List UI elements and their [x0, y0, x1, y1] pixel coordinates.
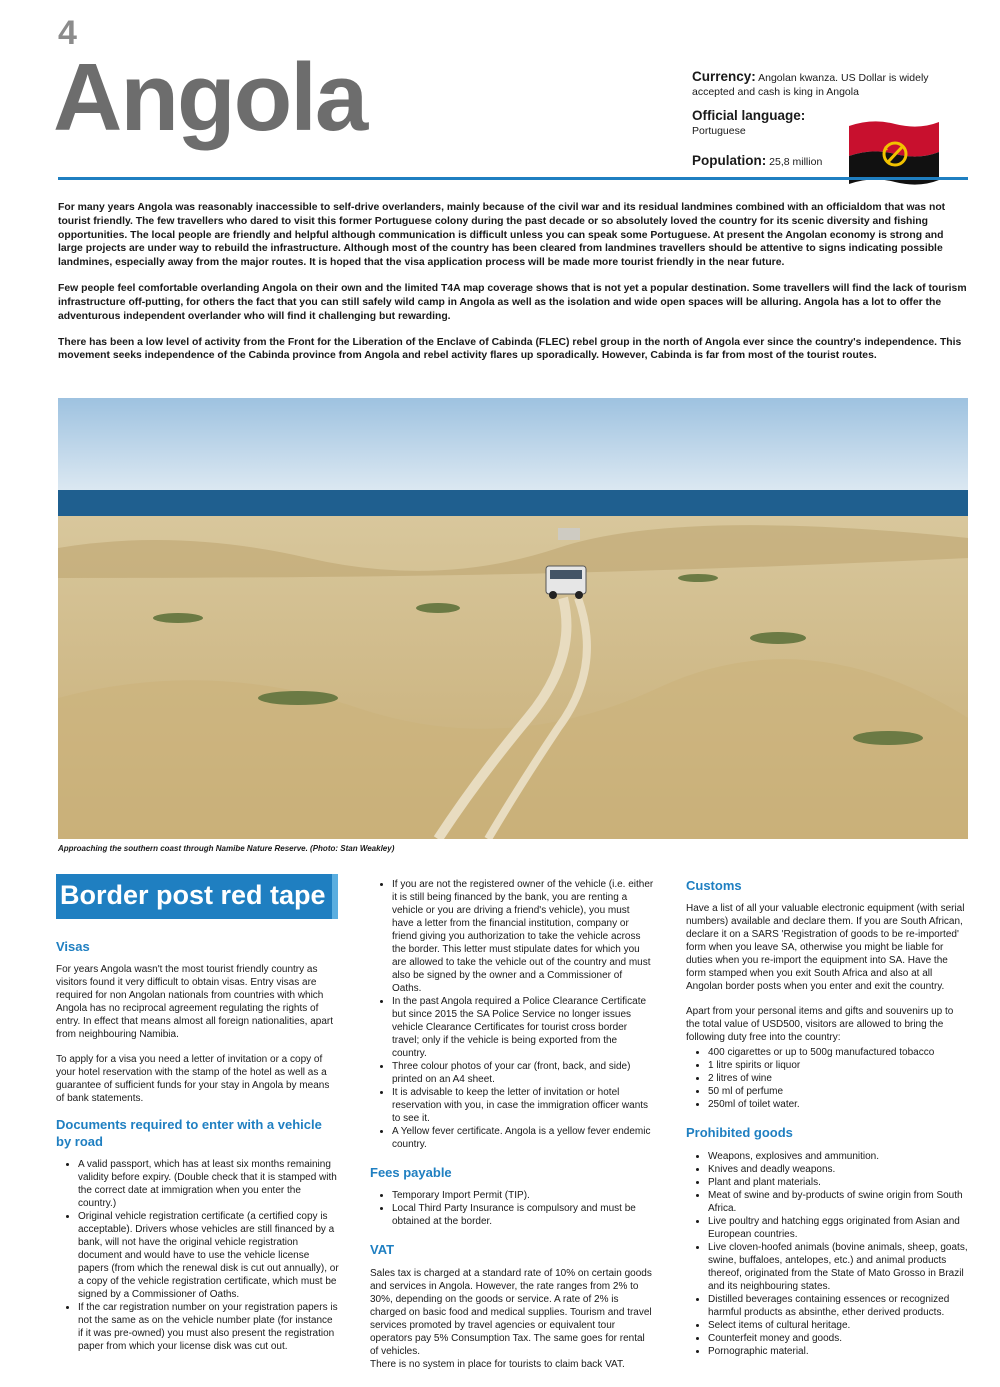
currency-value: Angolan kwanza. US Dollar is widely accepted and cash is king in Angola — [692, 72, 929, 98]
list-item: • Distilled beverages containing essences or recognized harmful products as absinthe, ether derived products. — [708, 1293, 970, 1319]
list-item: • Original vehicle registration certificate (a certified copy is acceptable). Drivers whose vehicles are still financed by a bank, will not have the original vehicle registration document and would have to use the vehicle license papers (from which the renewal disk is cut out annually), or a copy of the vehicle registration certificate, which must be signed by a Commissioner of Oaths. — [78, 1210, 339, 1301]
documents-list-continued — [370, 878, 654, 1151]
list-item: • If you are not the registered owner of the vehicle (i.e. either it is still being financed by the bank, you are renting a vehicle or you are driving a friend's vehicle), you must have a letter from the financial institution, company or friend giving you authorization to take the vehicle across the border. This letter must stipulate dates for which you are allowed to take the vehicle out of the country and must also be signed by the owner and a Commissioner of Oaths. — [392, 878, 654, 995]
list-item: • Counterfeit money and goods. — [708, 1332, 970, 1345]
visas-heading: Visas — [56, 939, 90, 955]
landscape-photo — [58, 398, 968, 839]
vat-note: There is no system in place for tourists to claim back VAT. — [370, 1358, 625, 1370]
customs-paragraph: Have a list of all your valuable electronic equipment (with serial numbers) available and declare them. If you are South African, declare it on a SARS 'Registration of goods to be re-imported' form when you leave SA, otherwise you might be liable for duties when you re-import the equipment into SA. Have the form stamped when you exit South Africa and also at all Angolan border posts when you enter and exit the country. — [686, 903, 965, 993]
list-item: • A Yellow fever certificate. Angola is a yellow fever endemic country. — [392, 1125, 654, 1151]
prohibited-list — [686, 1150, 970, 1358]
visas-paragraph: To apply for a visa you need a letter of invitation or a copy of your hotel reservation with the stamp of the hotel as well as a guarantee of sufficient funds for your stay in Angola by means of bank statements. — [56, 1054, 330, 1105]
list-item: • Live poultry and hatching eggs originated from Asian and European countries. — [708, 1215, 970, 1241]
list-item: • Local Third Party Insurance is compulsory and must be obtained at the border. — [392, 1202, 654, 1228]
currency-label: Currency: — [692, 69, 756, 84]
page-title: Angola — [53, 44, 367, 151]
list-item: • A valid passport, which has at least six months remaining validity before expiry. (Double check that it is stamped with the correct date at immigration when you enter the country.) — [78, 1158, 339, 1210]
list-item: • Knives and deadly weapons. — [708, 1163, 970, 1176]
fees-heading: Fees payable — [370, 1165, 452, 1180]
intro-text — [58, 201, 968, 375]
duty-free-list — [686, 1046, 970, 1111]
currency-fact — [692, 68, 972, 99]
list-item: • 400 cigarettes or up to 500g manufactured tobacco — [708, 1046, 970, 1059]
prohibited-heading: Prohibited goods — [686, 1125, 793, 1141]
documents-heading: Documents required to enter with a vehicle by road — [56, 1117, 322, 1149]
column-left — [56, 874, 339, 1361]
angola-flag-icon — [845, 116, 943, 186]
list-item: • If the car registration number on your registration papers is not the same as on the vehicle number plate (for instance if it was pre-owned) you must also present the registration paper from which your license disk was cut out. — [78, 1301, 339, 1353]
list-item: • Three colour photos of your car (front, back, and side) printed on an A4 sheet. — [392, 1060, 654, 1086]
customs-heading: Customs — [686, 878, 742, 893]
population-value: 25,8 million — [766, 156, 823, 169]
column-middle — [370, 874, 654, 1371]
visas-paragraph: For years Angola wasn't the most tourist friendly country as visitors found it very difficult to obtain visas. Entry visas are required for non Angolan nationals from countries with which Angola has no reciprocal agreement regulating the rights of entry. In effect that means almost all foreign nationalities, apart from neighbouring Namibia. — [56, 964, 334, 1041]
section-banner: Border post red tape — [56, 874, 338, 919]
fees-list — [370, 1189, 654, 1228]
list-item: • 1 litre spirits or liquor — [708, 1059, 970, 1072]
population-label: Population: — [692, 153, 767, 169]
header-rule — [58, 177, 968, 180]
list-item: • 2 litres of wine — [708, 1072, 970, 1085]
list-item: • Weapons, explosives and ammunition. — [708, 1150, 970, 1163]
language-value: Portuguese — [692, 124, 746, 137]
list-item: • It is advisable to keep the letter of invitation or hotel reservation with you, in case the immigration officer wants to see it. — [392, 1086, 654, 1125]
list-item: • Meat of swine and by-products of swine origin from South Africa. — [708, 1189, 970, 1215]
language-label: Official language: — [692, 108, 806, 124]
vat-paragraph: Sales tax is charged at a standard rate of 10% on certain goods and services in Angola. However, the rate ranges from 2% to 30%, depending on the goods or service. A rate of 2% is charged on basic food and medical supplies. Tourism and travel services promoted by travel agencies or equivalent tour operators pay 5% Consumption Tax. The same goes for rental of vehicles. — [370, 1267, 652, 1357]
intro-paragraph: There has been a low level of activity from the Front for the Liberation of the Enclave of Cabinda (FLEC) rebel group in the north of Angola ever since the country's independence. This movement seeks independence of the Cabinda province from Angola and rebel activity flares up sporadically. However, Cabinda is far from most of the tourist routes. — [58, 336, 962, 362]
list-item: • Live cloven-hoofed animals (bovine animals, sheep, goats, swine, buffaloes, antelopes, etc.) and animal products thereof, originated from the State of Mato Grosso in Brazil and its neighbouring states. — [708, 1241, 970, 1293]
list-item: • Pornographic material. — [708, 1345, 970, 1358]
vat-heading: VAT — [370, 1242, 395, 1258]
intro-paragraph: For many years Angola was reasonably inaccessible to self-drive overlanders, mainly because of the civil war and its residual landmines combined with an officialdom that was not tourist friendly. The few travellers who dared to visit this former Portuguese colony during the past decade or so absolutely loved the country for its scenic diversity and fishing opportunities. The local people are friendly and helpful although communication is difficult unless you can speak some Portuguese. At present the Angolan economy is strong and large projects are under way to rebuild the infrastructure. Although most of the country has been cleared from landmines travellers should be attentive to signs indicating possible landmines, especially away from the major routes. It is hoped that the visa application process will be made more tourist friendly in the near future. — [58, 202, 946, 269]
page-number: 4 — [58, 14, 77, 52]
column-right — [686, 874, 970, 1366]
list-item: • In the past Angola required a Police Clearance Certificate but since 2015 the SA Police Service no longer issues vehicle Clearance Certificates for tourist cross border travel; only if the vehicle is being exported from the country. — [392, 995, 654, 1060]
list-item: • Select items of cultural heritage. — [708, 1319, 970, 1332]
intro-paragraph: Few people feel comfortable overlanding Angola on their own and the limited T4A map coverage shows that is not yet a popular destination. Some travellers will find the lack of tourism infrastructure off-putting, for others the fact that you can still safely wild camp in Angola as well as the isolation and wide open spaces will be alluring. Angola has a lot to offer the adventurous independent overlander who will find it challenging but rewarding. — [58, 283, 967, 322]
list-item: • 50 ml of perfume — [708, 1085, 970, 1098]
list-item: • 250ml of toilet water. — [708, 1098, 970, 1111]
photo-caption: Approaching the southern coast through Namibe Nature Reserve. (Photo: Stan Weakley) — [58, 844, 395, 853]
customs-paragraph: Apart from your personal items and gifts and souvenirs up to the total value of USD500, visitors are allowed to bring the following duty free into the country: — [686, 1006, 954, 1044]
list-item: • Temporary Import Permit (TIP). — [392, 1189, 654, 1202]
list-item: • Plant and plant materials. — [708, 1176, 970, 1189]
documents-list — [56, 1158, 339, 1353]
